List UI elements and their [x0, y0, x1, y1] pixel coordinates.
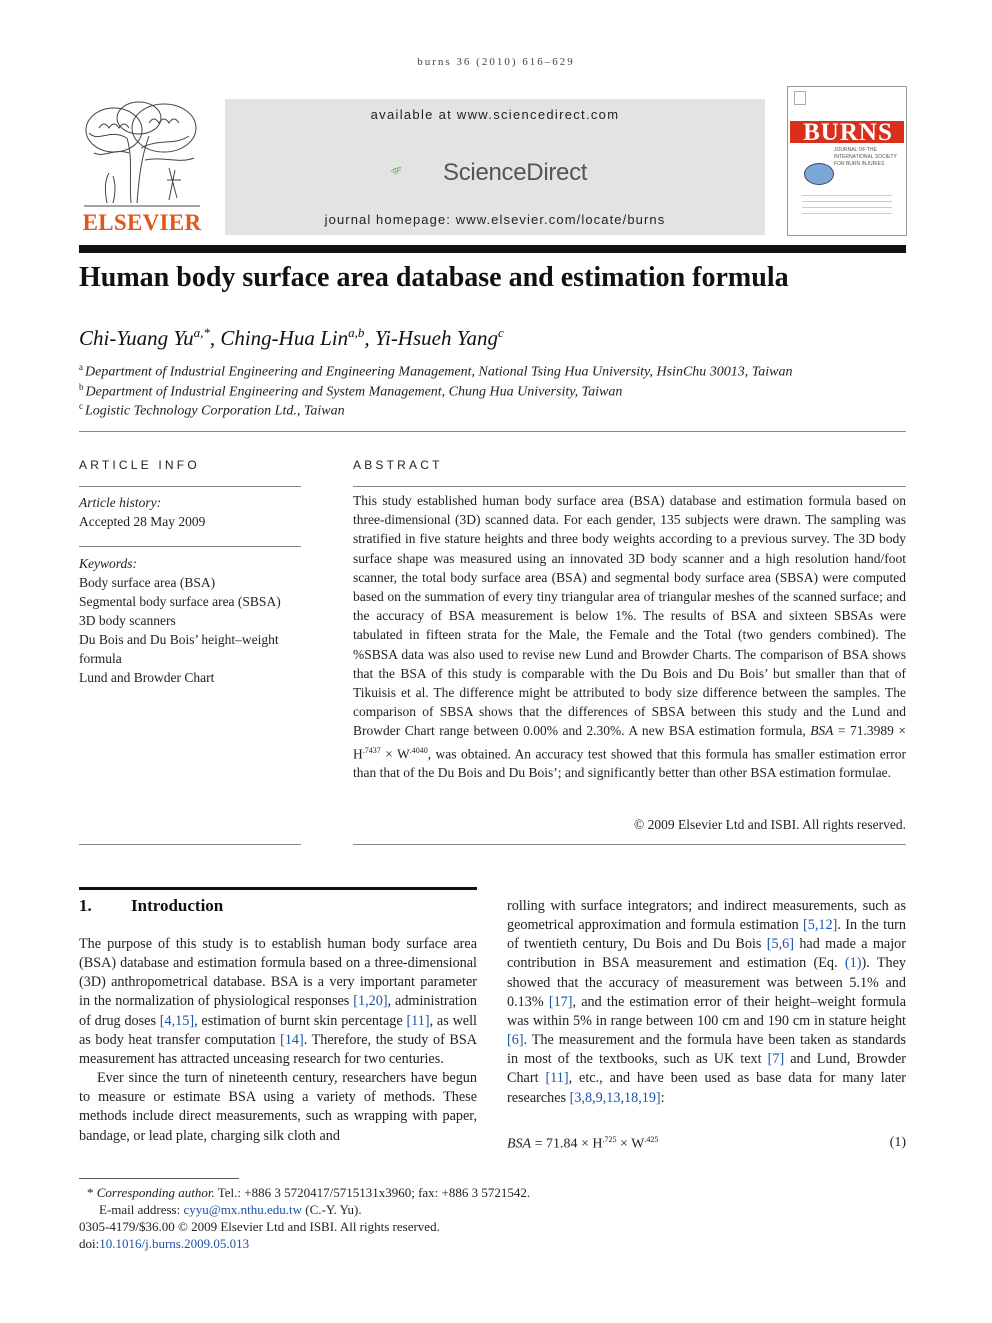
intro-paragraph-2: Ever since the turn of nineteenth century, researchers have begun to measure or estimate BSA using a variety of methods. These methods include direct measurements, such as wrapping with paper, bandage, or lead plate, charging silk cloth and — [79, 1070, 477, 1144]
left-column — [79, 935, 477, 1146]
doi-link[interactable]: 10.1016/j.burns.2009.05.013 — [99, 1236, 250, 1251]
citation-link[interactable]: [4,15] — [159, 1012, 195, 1029]
article-title: Human body surface area database and estimation formula — [79, 262, 789, 293]
citation-link[interactable]: [7] — [767, 1051, 785, 1068]
text-run: . In the turn of twentieth century, Du Bois and Du Bois — [507, 917, 906, 953]
eq-exp-h: .725 — [602, 1135, 617, 1144]
eq-w: × W — [616, 1136, 645, 1152]
text-run: , and the estimation error of their height–weight formula was within 5% in range between 100 cm and 190 cm in stature height — [507, 993, 906, 1029]
doi-label: doi: — [79, 1236, 100, 1251]
citation-link[interactable]: [5,6] — [766, 936, 794, 953]
eq-h: = 71.84 × H — [531, 1136, 603, 1152]
header-rule — [79, 245, 906, 253]
abstract-copyright: © 2009 Elsevier Ltd and ISBI. All rights reserved. — [634, 817, 906, 832]
citation-link[interactable]: [11] — [545, 1070, 569, 1087]
section-number: 1. — [79, 896, 92, 915]
article-info-rule — [79, 486, 301, 487]
right-column — [507, 897, 906, 1108]
abstract-heading: ABSTRACT — [353, 458, 443, 472]
corresponding-author-note — [79, 1184, 530, 1201]
citation-link[interactable]: [14] — [280, 1031, 304, 1048]
affiliation-text: Department of Industrial Engineering and Engineering Management, National Tsing Hua University, HsinChu 30013, Taiwan — [85, 364, 793, 380]
history-label: Article history: — [79, 495, 162, 510]
sciencedirect-wordmark: ScienceDirect — [443, 159, 588, 186]
affiliation-mark: c — [79, 401, 83, 411]
article-info-heading: ARTICLE INFO — [79, 458, 200, 472]
keywords-rule — [79, 546, 301, 547]
journal-reference: burns 36 (2010) 616–629 — [417, 56, 575, 68]
formula-exp-w: .4040 — [409, 745, 428, 755]
keyword-item: Segmental body surface area (SBSA) — [79, 594, 281, 609]
equation-1 — [507, 1135, 906, 1153]
footnote-star: * — [87, 1185, 94, 1200]
keywords — [79, 554, 281, 687]
affiliation-mark: a — [79, 362, 83, 372]
keywords-label: Keywords: — [79, 556, 137, 571]
email-label: E-mail address: — [99, 1202, 184, 1217]
affiliation-mark: b — [79, 382, 84, 392]
citation-link[interactable]: [5,12] — [803, 917, 838, 934]
text-run: : — [660, 1089, 665, 1106]
citation-link[interactable]: [17] — [548, 993, 573, 1010]
text-run: had made a major contribution in BSA measurement and estimation (Eq. — [507, 936, 906, 972]
email-note — [79, 1201, 530, 1218]
cover-title: BURNS — [803, 119, 893, 146]
intro-paragraph-1 — [79, 935, 477, 1069]
section-title: Introduction — [131, 896, 224, 915]
abstract-body-end: , was obtained. An accuracy test showed that this formula has smaller estimation error than that of the Du Bois and Du Bois’; and significantly better than other BSA estimation formulae. — [353, 746, 906, 781]
abstract-rule — [353, 486, 906, 487]
text-run: and Lund, Browder Chart — [507, 1051, 906, 1087]
author-list — [79, 325, 504, 351]
text-run: rolling with surface integrators; and indirect measurements, such as geometrical approximation and formula estimation — [507, 898, 906, 934]
footnotes — [79, 1184, 530, 1252]
formula-h: = 71.3989 × H — [353, 723, 906, 762]
keyword-item: formula — [79, 651, 122, 666]
article-info-bottom-rule — [79, 844, 301, 845]
abstract-text — [353, 491, 906, 783]
intro-paragraph-2-cont — [507, 897, 906, 1108]
available-at-link[interactable]: available at www.sciencedirect.com — [370, 107, 620, 122]
abstract-bottom-rule — [353, 844, 906, 845]
text-run: , estimation of burnt skin percentage — [194, 1012, 407, 1029]
footnote-rule — [79, 1178, 239, 1179]
abstract-body: This study established human body surface area (BSA) database and estimation formula based on three-dimensional (3D) scanned data. For each gender, 135 subjects were drawn. The sampling was stratified in five stature heights and three body weights according to a previous survey. The 3D body surface shape was measured using an innovated 3D body scanner and a high resolution hand/foot scanner, the total body surface area (BSA) and segmental body surface area (SBSA) were computed based on the summation of every tiny triangular area of triangular meshes of the scanned surface; and the accuracy of BSA measurement is below 1%. The results of BSA and sixteen SBSAs were tabulated in fifteen strata for the Male, the Female and the Total (two genders combined). The %SBSA data was also used to revise new Lund and Browder Charts. The comparison of BSA shows that the BSA of this study is comparable with the Du Bois and Du Bois’ but smaller than that of Tikuisis et al. The difference might be attributed to body size difference between the samples. The comparison of SBSA shows that the differences of SBSA between this study and the Lund and Browder Chart range between 0.00% and 2.30%. A new BSA estimation formula, — [353, 493, 906, 739]
text-run: . Therefore, the study of BSA measurement has attracted unceasing research for two centuries. — [79, 1031, 477, 1067]
author-separator: , — [364, 326, 375, 350]
cover-subtitle: JOURNAL OF THE INTERNATIONAL SOCIETY FOR BURN INJURIES — [834, 147, 897, 167]
eq-bsa: BSA — [507, 1136, 532, 1152]
keyword-item: Lund and Browder Chart — [79, 670, 215, 685]
eq-exp-w: .425 — [644, 1135, 659, 1144]
elsevier-logo-text: ELSEVIER — [82, 210, 202, 235]
citation-link[interactable]: [1,20] — [353, 993, 388, 1010]
text-run: , as well as body heat transfer computation — [79, 1012, 477, 1048]
text-run: , etc., and have been used as base data for many later researches — [507, 1070, 906, 1106]
author-mark: a,b — [348, 325, 365, 340]
affiliation-text: Logistic Technology Corporation Ltd., Taiwan — [85, 403, 345, 419]
affiliation-text: Department of Industrial Engineering and System Management, Chung Hua University, Taiwan — [85, 384, 623, 400]
keyword-item: 3D body scanners — [79, 613, 176, 628]
issn-line: 0305-4179/$36.00 © 2009 Elsevier Ltd and ISBI. All rights reserved. — [79, 1219, 440, 1234]
author-name[interactable]: Yi-Hsueh Yang — [374, 326, 498, 350]
affiliation-a — [79, 362, 793, 381]
citation-link[interactable]: [3,8,9,13,18,19] — [569, 1089, 661, 1106]
affiliation-c — [79, 401, 345, 420]
corresponding-label: Corresponding author. — [96, 1185, 215, 1200]
affiliation-rule — [79, 431, 906, 432]
email-link[interactable]: cyyu@mx.nthu.edu.tw — [183, 1202, 302, 1217]
formula-bsa: BSA — [810, 723, 834, 739]
author-mark: c — [497, 325, 504, 340]
intro-rule — [79, 887, 477, 890]
contact-numbers: Tel.: +886 3 5720417/5715131x3960; fax: +886 3 5721542. — [214, 1185, 531, 1200]
email-owner: (C.-Y. Yu). — [301, 1202, 362, 1217]
text-run: ). They showed that the accuracy of measurement was between 5.1% and 0.13% — [507, 955, 906, 1010]
keyword-item: Body surface area (BSA) — [79, 575, 216, 590]
keyword-item: Du Bois and Du Bois’ height–weight — [79, 632, 279, 647]
text-run: , administration of drug doses — [79, 993, 477, 1029]
accepted-date: Accepted 28 May 2009 — [79, 514, 206, 529]
affiliation-b — [79, 382, 622, 401]
author-name[interactable]: Ching-Hua Lin — [220, 326, 349, 350]
citation-link[interactable]: [6] — [507, 1032, 524, 1049]
doi-line — [79, 1235, 530, 1252]
citation-link[interactable]: [11] — [406, 1012, 430, 1029]
sciencedirect-dots-icon — [391, 151, 441, 191]
author-separator: , — [209, 326, 221, 350]
text-run: . The measurement and the formula have been taken as standards in most of the textbooks, such as UK text — [507, 1032, 906, 1068]
formula-exp-h: .7437 — [362, 745, 381, 755]
equation-label: (1) — [889, 1135, 906, 1150]
isbi-seal-icon — [804, 163, 834, 185]
journal-homepage-link[interactable]: journal homepage: www.elsevier.com/locate/burns — [324, 212, 666, 227]
elsevier-mini-icon — [794, 91, 806, 105]
text-run: The purpose of this study is to establish human body surface area (BSA) database and estimation formula based on a three-dimensional (3D) anthropometrical database. BSA is a very important parameter in the normalization of physiological responses — [79, 936, 477, 1010]
article-history — [79, 493, 205, 531]
sciencedirect-banner — [225, 99, 765, 235]
author-name[interactable]: Chi-Yuang Yu — [79, 326, 194, 350]
section-heading-introduction — [79, 896, 223, 916]
formula-w: × W — [380, 746, 410, 762]
journal-cover — [787, 86, 907, 236]
equation-link[interactable]: (1) — [844, 955, 862, 972]
author-mark: a,* — [193, 325, 210, 340]
